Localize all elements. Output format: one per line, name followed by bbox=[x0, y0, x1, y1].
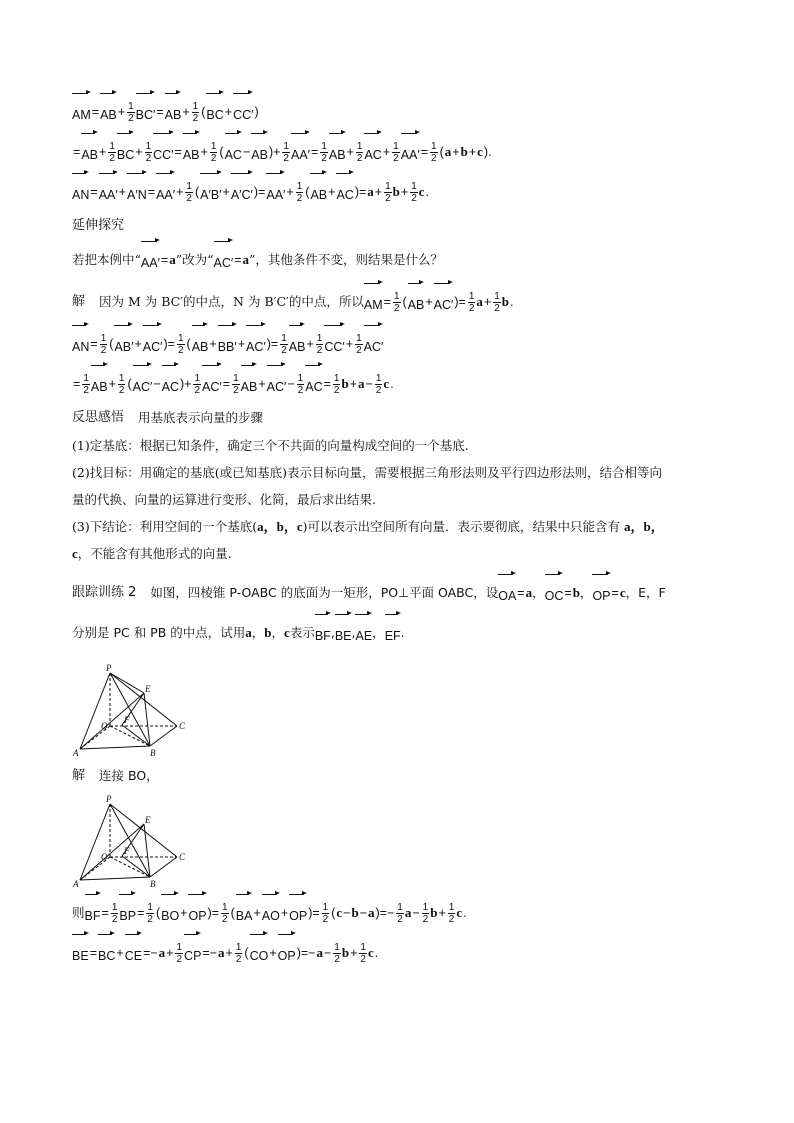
label-f-2: F bbox=[124, 846, 130, 856]
extension-an-1: AN = $\frac{1}{2}$ ( AB′ + AC′ )= $\frac{1}{2}$ ( AB + BB′ + AC′ )= $\frac{1}{2}$ AB + $\frac{1}{2}$ CC′ + $\frac{1}{2}$ AC′ bbox=[72, 324, 722, 364]
label-a-2: A bbox=[73, 879, 79, 889]
equation-an: AN = AA′ + A′N = AA′ + $\frac{1}{2}$ ( A′B′ + A′C′ )= AA′ + $\frac{1}{2}$ ( AB + AC )= a + $\frac{1}{2}$ b + $\frac{1}{2}$ c . bbox=[72, 172, 722, 212]
label-e-2: E bbox=[145, 815, 151, 825]
extension-title: 延伸探究 bbox=[72, 218, 125, 233]
reflection-step-3b: c，不能含有其他形式的向量. bbox=[72, 546, 232, 561]
extension-question: 若把本例中“ AA′ = a ”改为“ AC′ = a ”，其他条件不变，则结果是什么？ bbox=[72, 240, 722, 280]
label-c: C bbox=[179, 721, 186, 731]
reflection-step-2b: 量的代换、向量的运算进行变形、化简，最后求出结果. bbox=[72, 492, 376, 507]
label-a: A bbox=[73, 748, 79, 758]
reflection-step-3a: (3)下结论：利用空间的一个基底(a，b，c)可以表示出空间所有向量．表示要彻底，结果中只能含有 a，b， bbox=[72, 519, 664, 534]
label-o-2: O bbox=[101, 852, 108, 862]
pyramid-diagram bbox=[72, 663, 202, 758]
equation-am-1: AM = AB + $\frac{1}{2}$ BC′ = AB + $\frac{1}{2}$ ( BC + CC′ ) bbox=[72, 92, 722, 132]
pyramid-figure-1 bbox=[72, 663, 722, 762]
reflection-title: 反思感悟 用基底表示向量的步骤 bbox=[72, 410, 264, 425]
label-b-2: B bbox=[150, 879, 156, 889]
reflection-step-1: (1)定基底：根据已知条件，确定三个不共面的向量构成空间的一个基底. bbox=[72, 438, 469, 453]
practice-line-1: 跟踪训练 2 如图，四棱锥 P-OABC 的底面为一矩形，PO⊥平面 OABC，设 OA = a ， OC = b ， OP = c ，E，F bbox=[72, 573, 722, 613]
label-p: P bbox=[106, 663, 112, 673]
document-page bbox=[72, 92, 722, 973]
extension-solution: 解 因为 M 为 BC′的中点，N 为 B′C′的中点，所以 AM = $\frac{1}{2}$ ( AB + AC′ )= $\frac{1}{2}$ a + $\frac{1}{2}$ b . bbox=[72, 280, 722, 324]
equation-am-2: = AB + $\frac{1}{2}$ BC + $\frac{1}{2}$ CC′ = AB + $\frac{1}{2}$ ( AC − AB )+ $\frac{1}{2}$ AA′ = $\frac{1}{2}$ AB + $\frac{1}{2}$ AC + $\frac{1}{2}$ AA′ = $\frac{1}{2}$ ( a + b + c ). bbox=[72, 132, 722, 172]
equation-be: BE = BC + CE =− a + $\frac{1}{2}$ CP =− a + $\frac{1}{2}$ ( CO + OP )=− a − $\frac{1}{2}$ b + $\frac{1}{2}$ c . bbox=[72, 933, 722, 973]
extension-an-2: = $\frac{1}{2}$ AB + $\frac{1}{2}$ ( AC′ − AC )+ $\frac{1}{2}$ AC′ = $\frac{1}{2}$ AB + AC′ − $\frac{1}{2}$ AC = $\frac{1}{2}$ b + a − $\frac{1}{2}$ c . bbox=[72, 364, 722, 404]
equation-bf: 则 BF = $\frac{1}{2}$ BP = $\frac{1}{2}$ ( BO + OP )= $\frac{1}{2}$ ( BA + AO + OP )= $\frac{1}{2}$ ( c − b − a )=− $\frac{1}{2}$ a − $\frac{1}{2}$ b + $\frac{1}{2}$ c . bbox=[72, 893, 722, 933]
practice-line-2: 分别是 PC 和 PB 的中点，试用 a ， b ， c 表示 BF , BE , AE ， EF . bbox=[72, 613, 722, 653]
label-o: O bbox=[101, 721, 108, 731]
label-c-2: C bbox=[179, 852, 186, 862]
pyramid-diagram-with-bo bbox=[72, 794, 202, 889]
practice-solution: 解 连接 BO， bbox=[72, 768, 159, 783]
reflection-step-2a: (2)找目标：用确定的基底(或已知基底)表示目标向量，需要根据三角形法则及平行四边形法则，结合相等向 bbox=[72, 465, 662, 480]
label-e: E bbox=[145, 684, 151, 694]
label-b: B bbox=[150, 748, 156, 758]
label-p-2: P bbox=[106, 794, 112, 804]
label-f: F bbox=[124, 715, 130, 725]
pyramid-figure-2 bbox=[72, 794, 722, 893]
